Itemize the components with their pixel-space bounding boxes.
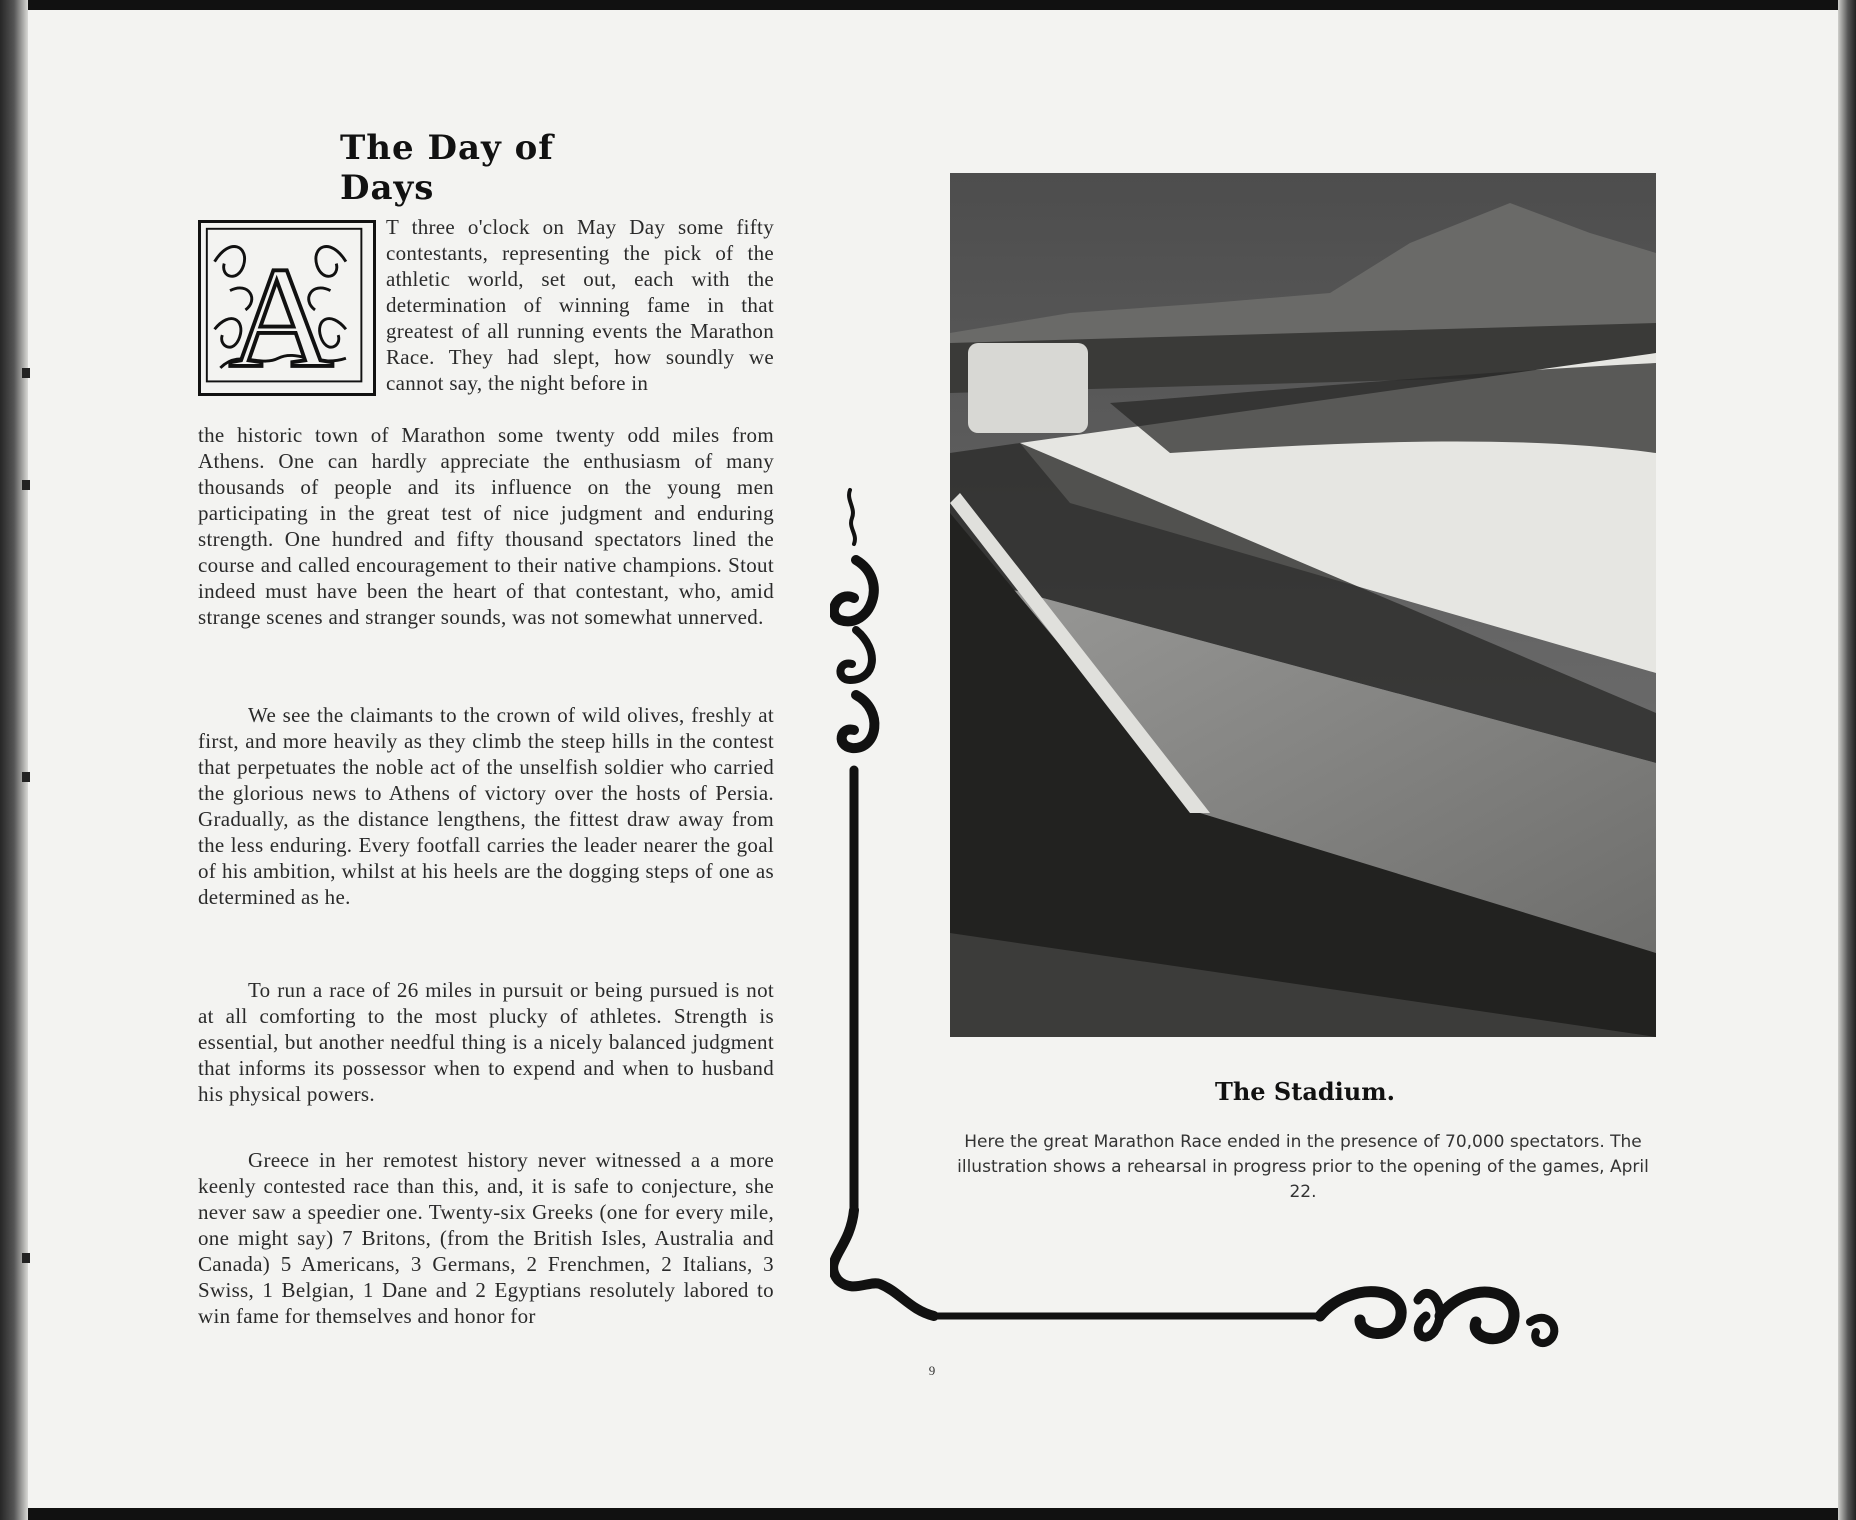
paragraph-4: Greece in her remotest history never witnessed a a more keenly contested race than this, and, it is safe to conjecture, she never saw a speedier one. Twenty-six Greeks (one for every mile, one might say) 7 Britons, (from the British Isles, Australia and Canada) 5 Americans, 3 Germans, 2 Frenchmen, 2 Italians, 3 Swiss, 1 Belgian, 1 Dane and 2 Egyptians resolutely labored to win fame for themselves and honor for: [198, 1148, 774, 1328]
dropcap-letter: A: [228, 237, 334, 393]
scan-edge-top: [0, 0, 1856, 10]
decorated-dropcap: [198, 220, 376, 396]
book-spine-shadow: [0, 0, 28, 1520]
page-number: 9: [928, 1363, 936, 1378]
stadium-photograph: [950, 173, 1656, 1037]
photo-caption-text: Here the great Marathon Race ended in the presence of 70,000 spectators. The illustration shows a rehearsal in progress prior to the opening of the games, April 22.: [957, 1132, 1649, 1202]
binding-stitch: [22, 772, 30, 782]
binding-stitch: [22, 1253, 30, 1263]
article-title: The Day of Days: [340, 128, 554, 208]
paragraph-1-continued: the historic town of Marathon some twenty odd miles from Athens. One can hardly appreciate the enthusiasm of many thousands of people and its influence on the young men participating in the great test of nice judgment and enduring strength. One hundred and fifty thousand spectators lined the course and called encouragement to their native champions. Stout indeed must have been the heart of that contestant, who, amid strange scenes and stranger sounds, was not somewhat unnerved.: [198, 423, 774, 629]
paragraph-2: We see the claimants to the crown of wild olives, freshly at first, and more heavily as they climb the steep hills in the contest that perpetuates the noble act of the unselfish soldier who carried the glorious news to Athens of victory over the hosts of Persia. Gradually, as the distance lengthens, the fittest draw away from the less enduring. Every footfall carries the leader nearer the goal of his ambition, whilst at his heels are the dogging steps of one as determined as he.: [198, 703, 774, 909]
page-edge-shadow: [1838, 0, 1856, 1520]
paragraph-1-lead: T three o'clock on May Day some fifty contestants, representing the pick of the athletic world, set out, each with the determination of winning fame in that greatest of all running events the Marathon Race. They had slept, how soundly we cannot say, the night before in: [386, 215, 774, 395]
binding-stitch: [22, 368, 30, 378]
scan-edge-bottom: [0, 1508, 1856, 1520]
binding-stitch: [22, 480, 30, 490]
dropcap-illustration: [201, 223, 373, 393]
photo-caption-title: The Stadium.: [1215, 1077, 1395, 1106]
paragraph-3: To run a race of 26 miles in pursuit or being pursued is not at all comforting to the most plucky of athletes. Strength is essential, but another needful thing is a nicely balanced judgment that informs its possessor when to expend and when to husband his physical powers.: [198, 978, 774, 1106]
